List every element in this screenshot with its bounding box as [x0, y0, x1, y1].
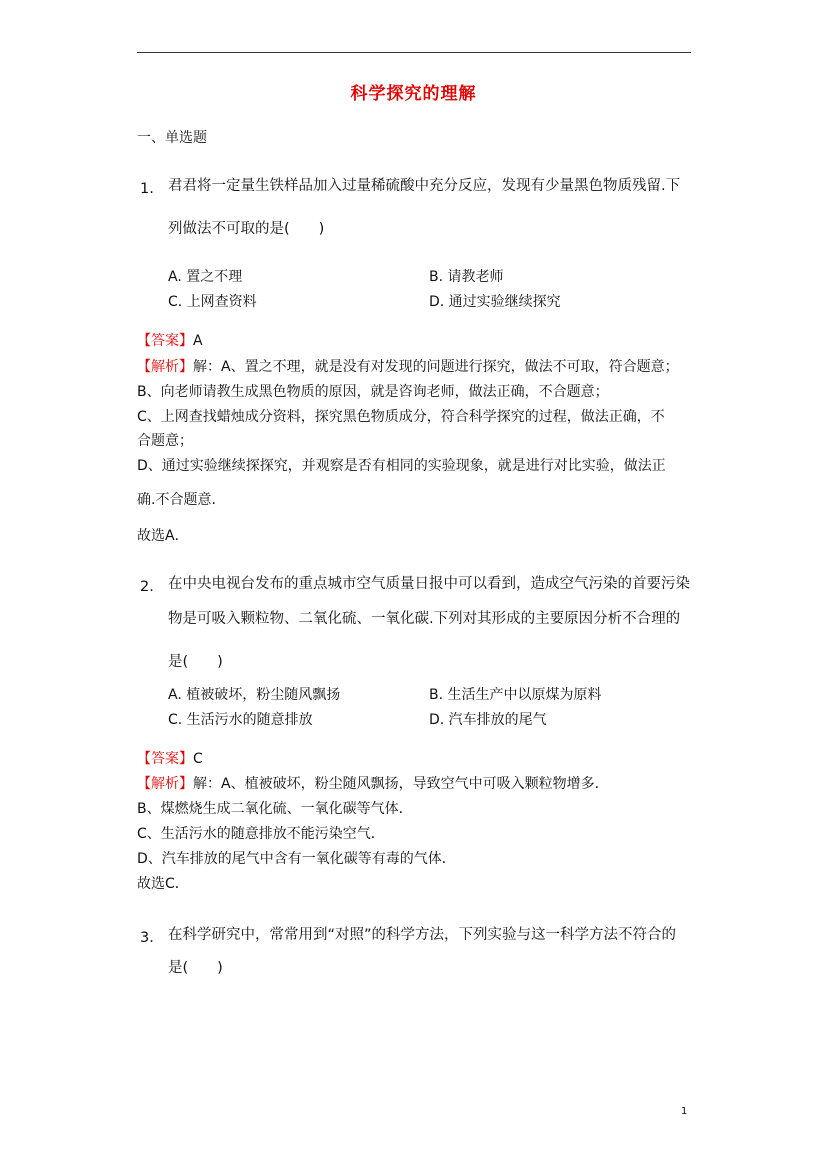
analysis-tag: 【解析】: [137, 776, 193, 792]
q1-stem-line1: 君君将一定量生铁样品加入过量稀硫酸中充分反应，发现有少量黑色物质残留.下: [168, 178, 681, 194]
q1-option-a: A. 置之不理: [168, 269, 243, 285]
q1-conclusion: 故选A．: [137, 528, 189, 544]
q1-option-b: B. 请教老师: [429, 269, 504, 285]
q2-number: 2.: [140, 579, 154, 595]
q1-analysis-text: 解：A、置之不理，就是没有对发现的问题进行探究，做法不可取，符合题意；: [193, 359, 679, 375]
q1-analysis-line1: [137, 358, 679, 376]
q2-conclusion: 故选C．: [137, 876, 189, 892]
q1-option-d: D. 通过实验继续探究: [429, 294, 561, 310]
q1-analysis-line2: B、向老师请教生成黑色物质的原因，就是咨询老师，做法正确，不合题意；: [137, 384, 609, 400]
q2-analysis-line1: [137, 775, 609, 793]
q2-option-a: A. 植被破坏，粉尘随风飘扬: [168, 687, 341, 703]
q1-analysis-line3: C、上网查找蜡烛成分资料，探究黑色物质成分，符合科学探究的过程，做法正确，不: [137, 409, 665, 425]
q2-stem-line3: 是( ): [168, 654, 223, 670]
q2-analysis-line3: C、生活污水的随意排放不能污染空气．: [137, 826, 385, 842]
q2-option-b: B. 生活生产中以原煤为原料: [429, 687, 602, 703]
q2-stem-line2: 物是可吸入颗粒物、二氧化硫、一氧化碳.下列对其形成的主要原因分析不合理的: [168, 611, 681, 627]
section-heading: 一、单选题: [137, 130, 207, 146]
q1-analysis-line6: 确.不合题意.: [137, 492, 216, 508]
q1-answer: [137, 332, 203, 350]
q1-option-c: C. 上网查资料: [168, 294, 257, 310]
q3-stem-line2: 是( ): [168, 960, 223, 976]
analysis-tag: 【解析】: [137, 359, 193, 375]
q2-stem-line1: 在中央电视台发布的重点城市空气质量日报中可以看到，造成空气污染的首要污染: [168, 576, 690, 592]
header-rule: [137, 52, 691, 53]
answer-tag: 【答案】: [137, 751, 193, 767]
q1-analysis-line4: 合题意；: [137, 433, 193, 449]
q2-analysis-line4: D、汽车排放的尾气中含有一氧化碳等有毒的气体．: [137, 851, 456, 867]
q1-answer-value: A: [193, 333, 203, 349]
q2-option-d: D. 汽车排放的尾气: [429, 712, 547, 728]
q1-number: 1.: [140, 181, 154, 197]
q3-number: 3.: [140, 930, 154, 946]
answer-tag: 【答案】: [137, 333, 193, 349]
page-number: 1: [681, 1106, 688, 1117]
q2-answer-value: C: [193, 751, 203, 767]
page-title: 科学探究的理解: [350, 84, 477, 104]
q2-analysis-text: 解：A、植被破坏，粉尘随风飘扬，导致空气中可吸入颗粒物增多．: [193, 776, 609, 792]
q2-analysis-line2: B、煤燃烧生成二氧化硫、一氧化碳等气体．: [137, 801, 413, 817]
q1-stem-line2: 列做法不可取的是( ): [168, 221, 325, 237]
q1-analysis-line5: D、通过实验继续探探究，并观察是否有相同的实验现象，就是进行对比实验，做法正: [137, 458, 666, 474]
q3-stem-line1: 在科学研究中，常常用到“对照”的科学方法，下列实验与这一科学方法不符合的: [168, 927, 677, 943]
q2-option-c: C. 生活污水的随意排放: [168, 712, 313, 728]
q2-answer: [137, 750, 203, 768]
